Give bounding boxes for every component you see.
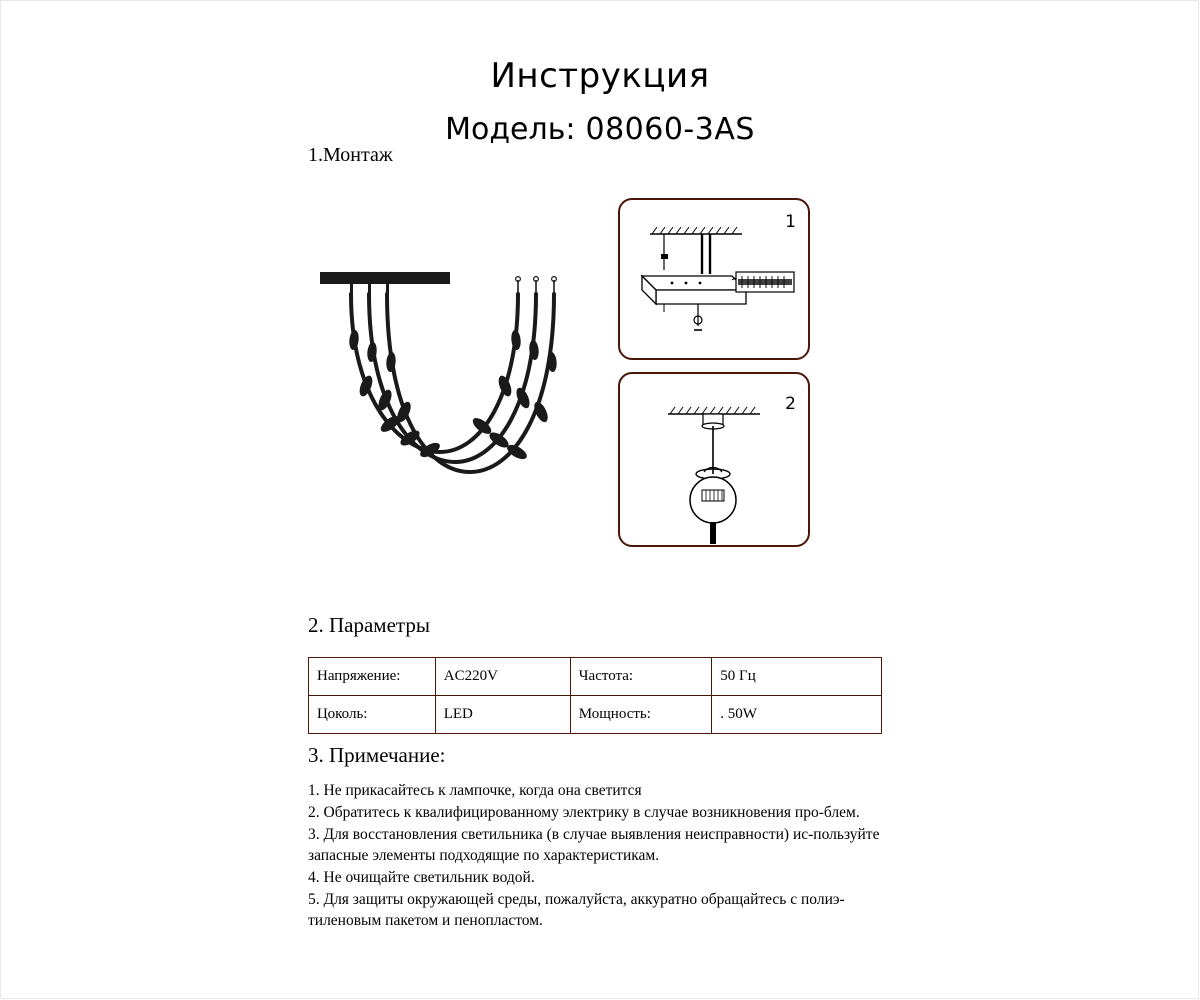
step-box-1 <box>618 198 810 360</box>
param-value-socket: LED <box>435 696 570 734</box>
step-number-1: 1 <box>785 212 796 232</box>
notes-list <box>308 780 908 932</box>
note-item: 1. Не прикасайтесь к лампочке, когда она светится <box>308 782 642 799</box>
section-heading-notes: 3. Примечание: <box>308 743 446 767</box>
param-value-frequency: 50 Гц <box>712 658 882 696</box>
section-heading-params: 2. Параметры <box>308 613 430 637</box>
model-label: Модель: <box>445 112 576 147</box>
product-drawing <box>290 190 620 525</box>
step-number-2: 2 <box>785 394 796 414</box>
param-key-voltage: Напряжение: <box>309 658 436 696</box>
table-row <box>309 658 882 696</box>
param-key-power: Мощность: <box>570 696 712 734</box>
table-row <box>309 696 882 734</box>
step-2-illustration <box>620 374 808 545</box>
param-key-frequency: Частота: <box>570 658 712 696</box>
model-value: 08060-3AS <box>585 112 755 147</box>
step-1-illustration <box>620 200 808 358</box>
note-item: 5. Для защиты окружающей среды, пожалуйста, аккуратно обращайтесь с полиэ-тиленовым пакетом и пенопластом. <box>308 891 845 929</box>
note-item: 3. Для восстановления светильника (в случае выявления неисправности) ис-пользуйте запасные элементы подходящие по характеристикам. <box>308 826 880 864</box>
note-item: 4. Не очищайте светильник водой. <box>308 869 535 886</box>
note-item: 2. Обратитесь к квалифицированному электрику в случае возникновения про-блем. <box>308 804 860 821</box>
section-heading-install: 1.Монтаж <box>308 144 393 166</box>
step-box-2 <box>618 372 810 547</box>
param-key-socket: Цоколь: <box>309 696 436 734</box>
page-title: Инструкция <box>490 56 710 96</box>
param-value-power: . 50W <box>712 696 882 734</box>
model-line <box>0 112 1200 147</box>
param-value-voltage: AC220V <box>435 658 570 696</box>
parameters-table <box>308 657 882 734</box>
